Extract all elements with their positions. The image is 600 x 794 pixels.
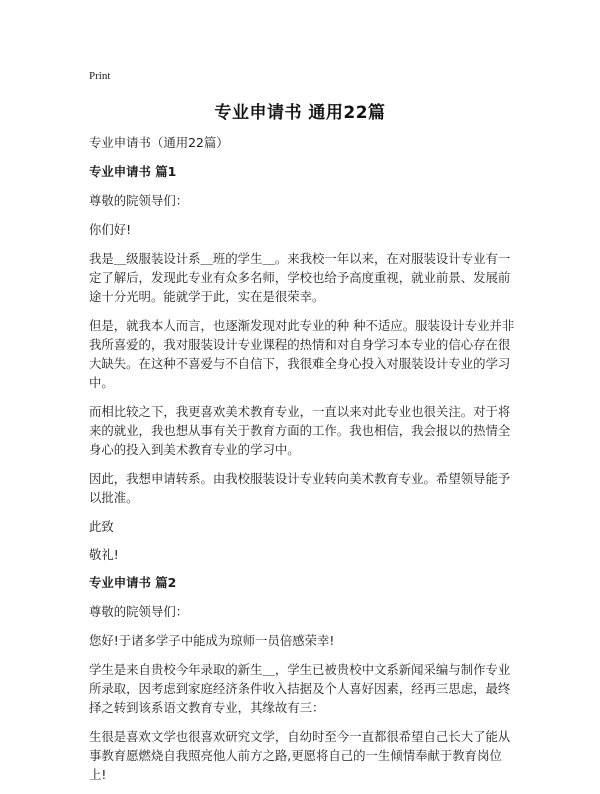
body-paragraph: 但是，就我本人而言，也逐渐发现对此专业的种 种不适应。服装设计专业并非我所喜爱的，我对服装设计专业课程的热情和对自身学习本专业的信心存在很大缺失。在这种不喜爱与不自信下，我很难全身心投入对服装设计专业的学习中。 — [89, 318, 515, 390]
document-title: 专业申请书 通用22篇 — [214, 103, 386, 123]
body-paragraph: 学生是来自贵校今年录取的新生＿，学生已被贵校中文系新闻采编与制作专业所录取，因考虑到家庭经济条件收入拮据及个人喜好因素，经再三思虑，最终择之转到该系语文教育专业，其缘故有三： — [89, 662, 511, 715]
greeting: 尊敬的院领导们： — [89, 193, 189, 208]
greeting: 尊敬的院领导们： — [89, 604, 189, 619]
body-paragraph: 我是＿级服装设计系＿班的学生＿。来我校一年以来，在对服装设计专业有一定了解后，发现此专业有众多名师，学校也给予高度重视，就业前景、发展前途十分光明。能就学于此，实在是很荣幸。 — [89, 251, 511, 304]
document-subtitle: 专业申请书（通用22篇） — [89, 135, 229, 150]
closing-line: 此致 — [89, 519, 114, 534]
body-paragraph: 生很是喜欢文学也很喜欢研究文学，自幼时至今一直都很希望自己长大了能从事教育愿燃烧自我照亮他人前方之路,更愿将自己的一生倾情奉献于教育岗位上! — [89, 729, 511, 782]
closing-line: 敬礼! — [89, 547, 119, 562]
document-body — [89, 133, 517, 794]
body-paragraph: 因此，我想申请转系。由我校服装设计专业转向美术教育专业。希望领导能予以批准。 — [89, 471, 511, 505]
body-paragraph: 您好!于诸多学子中能成为琼师一员倍感荣幸! — [89, 633, 335, 648]
section-heading: 专业申请书 篇1 — [89, 164, 177, 179]
salutation: 你们好! — [89, 222, 132, 237]
section-heading: 专业申请书 篇2 — [89, 575, 177, 590]
print-label: Print — [89, 70, 111, 82]
body-paragraph: 而相比较之下，我更喜欢美术教育专业，一直以来对此专业也很关注。对于将来的就业，我也想从事有关于教育方面的工作。我也相信，我会报以的热情全身心的投入到美术教育专业的学习中。 — [89, 404, 511, 457]
